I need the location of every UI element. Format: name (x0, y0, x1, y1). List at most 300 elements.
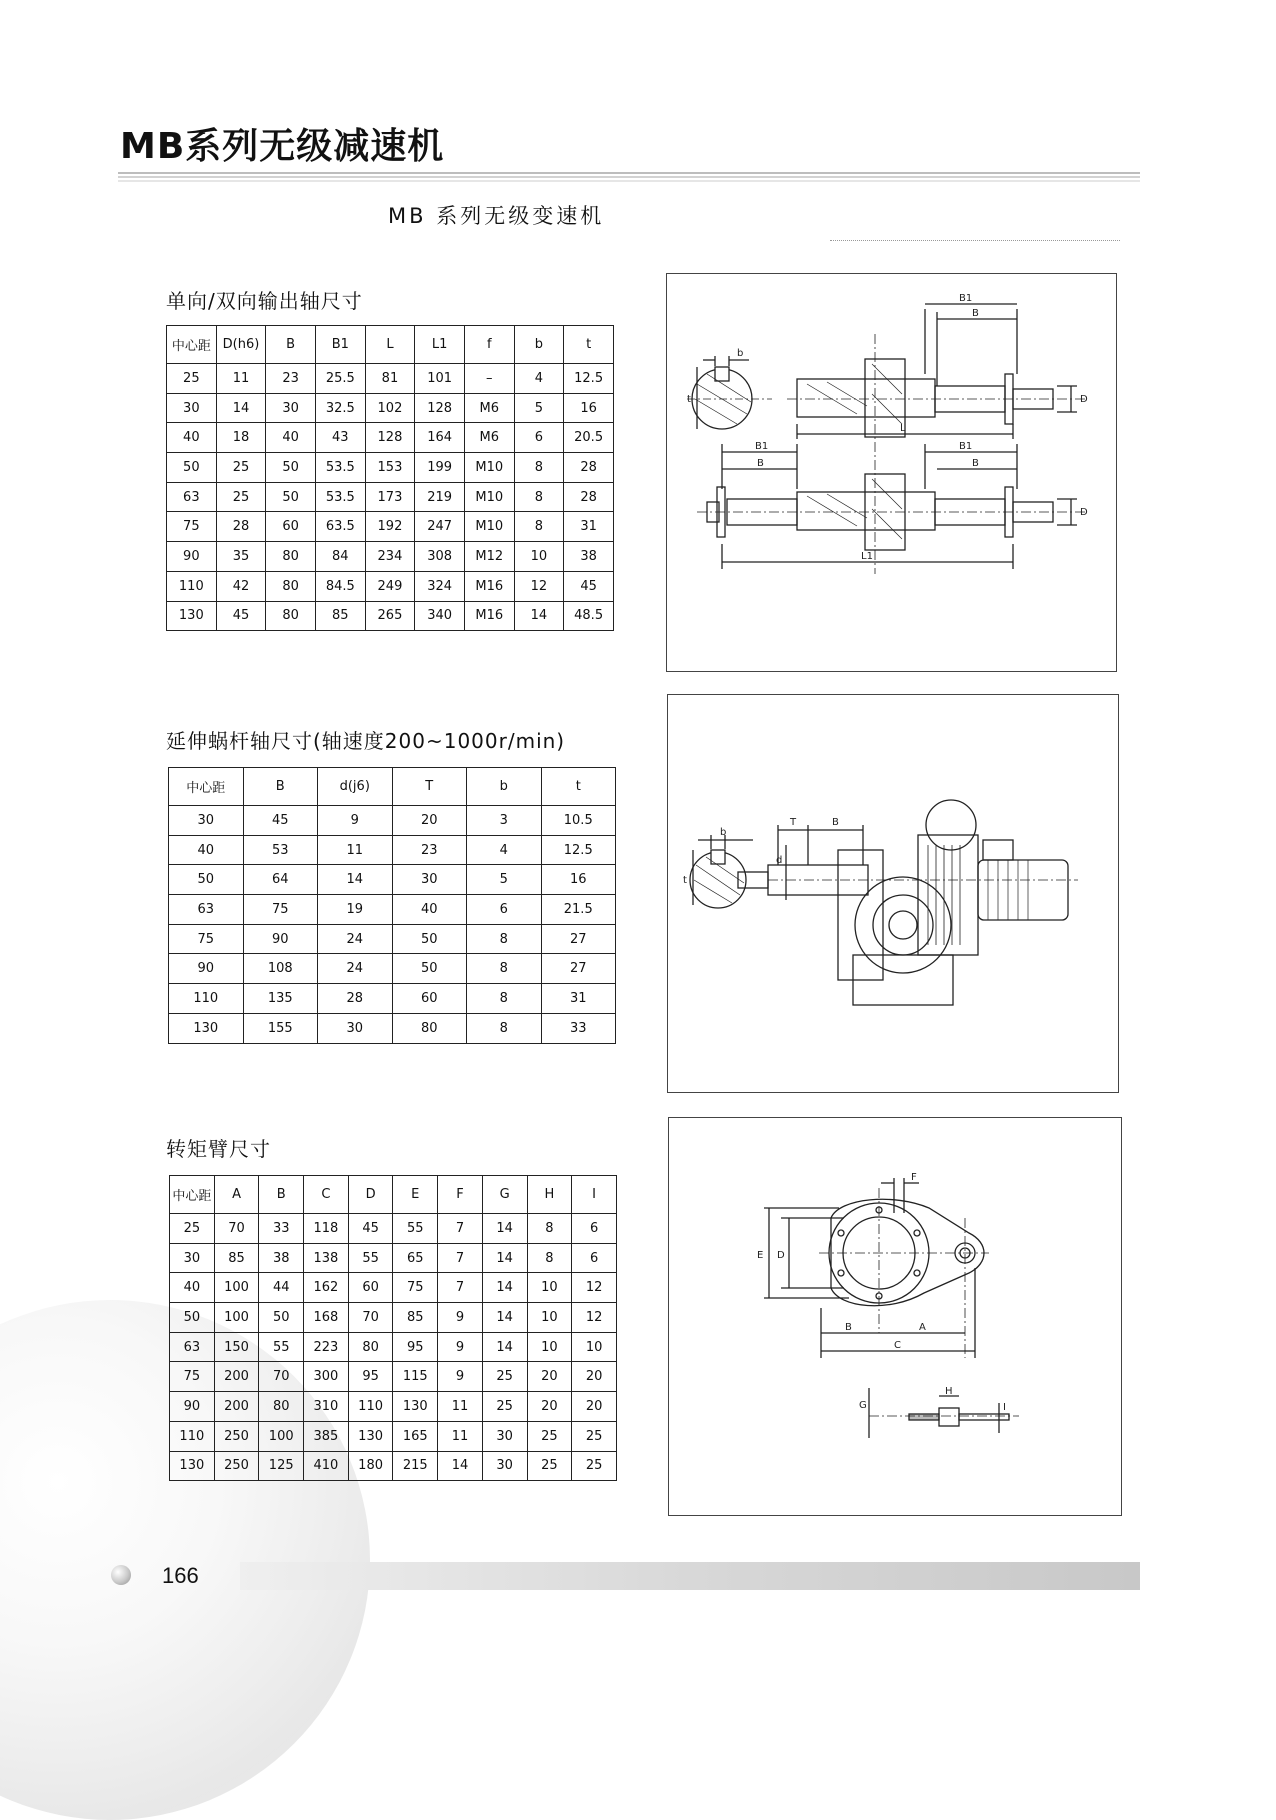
table-cell: 200 (214, 1362, 259, 1392)
label-h: H (945, 1386, 953, 1397)
table-cell: 215 (393, 1451, 438, 1481)
table-cell: 162 (304, 1273, 349, 1303)
table-cell: 70 (348, 1303, 393, 1333)
table-cell: 138 (304, 1243, 349, 1273)
table-cell: M10 (464, 512, 514, 542)
table-cell: 14 (482, 1332, 527, 1362)
label-b: B (845, 1322, 852, 1333)
table-cell: 70 (214, 1214, 259, 1244)
table-cell: 50 (392, 924, 467, 954)
table-cell: 11 (438, 1421, 483, 1451)
table-cell: 25 (572, 1451, 617, 1481)
table-cell: 300 (304, 1362, 349, 1392)
gear-hub-upper (865, 359, 905, 437)
dotted-divider (830, 240, 1120, 241)
column-header: G (482, 1176, 527, 1214)
table-cell: 28 (216, 512, 266, 542)
table-cell: 38 (259, 1243, 304, 1273)
table-cell: 165 (393, 1421, 438, 1451)
table-cell: 80 (266, 542, 316, 572)
table-cell: 20 (572, 1362, 617, 1392)
table-cell: 128 (365, 423, 415, 453)
column-header: B (243, 768, 318, 806)
table-cell: M10 (464, 453, 514, 483)
table-cell: 5 (467, 865, 542, 895)
table-cell: 53 (243, 835, 318, 865)
label-b-upper: B (832, 817, 839, 828)
table-cell: 84.5 (315, 571, 365, 601)
table-cell: 30 (266, 393, 316, 423)
table-cell: 9 (438, 1362, 483, 1392)
table-cell: 14 (514, 601, 564, 631)
table-cell: M16 (464, 601, 514, 631)
output-flange (855, 877, 951, 973)
torque-arm-plate (831, 1199, 984, 1305)
table-cell: 81 (365, 364, 415, 394)
footer-bullet-icon (111, 1565, 131, 1585)
table-cell: 130 (393, 1392, 438, 1422)
gear-housing-lower (797, 492, 935, 530)
table-cell: 25.5 (315, 364, 365, 394)
table-cell: 20 (527, 1362, 572, 1392)
table-cell: 48.5 (564, 601, 614, 631)
table-cell: 80 (266, 571, 316, 601)
column-header: d(j6) (318, 768, 393, 806)
table-cell: 10 (514, 542, 564, 572)
table-cell: 12.5 (564, 364, 614, 394)
page-title: MB系列无级减速机 (120, 126, 445, 167)
table-cell: 25 (167, 364, 217, 394)
label-e: E (757, 1250, 764, 1261)
table-cell: 12 (572, 1273, 617, 1303)
table-cell: 250 (214, 1421, 259, 1451)
table-cell: M12 (464, 542, 514, 572)
table-cell: 65 (393, 1243, 438, 1273)
table-cell: 249 (365, 571, 415, 601)
label-a: A (919, 1322, 926, 1333)
table-cell: 45 (348, 1214, 393, 1244)
table-row (169, 895, 616, 925)
table-cell: 7 (438, 1214, 483, 1244)
table-cell: 85 (214, 1243, 259, 1273)
table-cell: 30 (482, 1421, 527, 1451)
table-cell: 8 (467, 954, 542, 984)
table-row (167, 393, 614, 423)
label-i: I (1003, 1402, 1006, 1413)
table-cell: 308 (415, 542, 465, 572)
table-cell: 6 (514, 423, 564, 453)
table-cell: 50 (266, 482, 316, 512)
label-d: D (1080, 394, 1088, 405)
table-cell: 63.5 (315, 512, 365, 542)
table-cell: 75 (169, 924, 244, 954)
table-cell: 4 (514, 364, 564, 394)
label-b1-left: B1 (755, 441, 769, 452)
table-cell: 11 (216, 364, 266, 394)
table-cell: 24 (318, 924, 393, 954)
label-c: C (894, 1340, 901, 1351)
table-cell: 6 (572, 1214, 617, 1244)
table-cell: 150 (214, 1332, 259, 1362)
variator-body (918, 835, 978, 955)
table-row (170, 1243, 617, 1273)
page-number: 166 (162, 1563, 199, 1588)
table-cell: 25 (170, 1214, 215, 1244)
table-row (170, 1303, 617, 1333)
table-header-row (167, 326, 614, 364)
column-header: L1 (415, 326, 465, 364)
table-cell: 247 (415, 512, 465, 542)
table-cell: 30 (318, 1013, 393, 1043)
table-row (170, 1421, 617, 1451)
table-row (167, 482, 614, 512)
gear-housing-upper (797, 379, 935, 417)
worm-shaft-extension (738, 872, 768, 888)
column-header: H (527, 1176, 572, 1214)
table-cell: 234 (365, 542, 415, 572)
label-d: d (776, 855, 783, 866)
table-cell: 27 (541, 924, 616, 954)
table-cell: 12 (572, 1303, 617, 1333)
torque-arm-diagram (668, 1117, 1122, 1516)
table-row (170, 1273, 617, 1303)
variator-head (926, 800, 976, 850)
table-cell: 90 (169, 954, 244, 984)
table-cell: 3 (467, 806, 542, 836)
table-row (167, 512, 614, 542)
column-header: t (564, 326, 614, 364)
table-cell: 16 (564, 393, 614, 423)
table-cell: 75 (167, 512, 217, 542)
table-cell: 95 (348, 1362, 393, 1392)
table-cell: 50 (259, 1303, 304, 1333)
table-cell: 310 (304, 1392, 349, 1422)
table-cell: 55 (259, 1332, 304, 1362)
table-cell: 385 (304, 1421, 349, 1451)
table-cell: 8 (527, 1214, 572, 1244)
label-g: G (859, 1400, 867, 1411)
table-cell: 130 (169, 1013, 244, 1043)
table-cell: 75 (393, 1273, 438, 1303)
table-cell: 80 (266, 601, 316, 631)
table-cell: 219 (415, 482, 465, 512)
table-cell: 6 (572, 1243, 617, 1273)
table-row (169, 1013, 616, 1043)
table-cell: 45 (564, 571, 614, 601)
table-cell: 50 (170, 1303, 215, 1333)
table-cell: 9 (318, 806, 393, 836)
table-cell: 14 (482, 1273, 527, 1303)
table-cell: 50 (169, 865, 244, 895)
label-l1: L1 (861, 551, 873, 562)
table-cell: 40 (170, 1273, 215, 1303)
table-cell: 11 (438, 1392, 483, 1422)
table-cell: 38 (564, 542, 614, 572)
table-cell: 45 (243, 806, 318, 836)
table-cell: 20.5 (564, 423, 614, 453)
table-cell: 8 (514, 512, 564, 542)
table-row (167, 364, 614, 394)
table-cell: 55 (348, 1243, 393, 1273)
table-cell: 8 (527, 1243, 572, 1273)
table-cell: 7 (438, 1243, 483, 1273)
table-cell: 6 (467, 895, 542, 925)
table-cell: M10 (464, 482, 514, 512)
column-header: C (304, 1176, 349, 1214)
table-cell: 25 (527, 1421, 572, 1451)
label-t: t (687, 394, 691, 405)
section-title-torque-arm: 转矩臂尺寸 (166, 1137, 271, 1161)
table-cell: 4 (467, 835, 542, 865)
footer-bar (240, 1562, 1140, 1590)
table-cell: 173 (365, 482, 415, 512)
table-cell: 20 (527, 1392, 572, 1422)
table-cell: 75 (243, 895, 318, 925)
table-cell: 28 (564, 482, 614, 512)
table-cell: 8 (467, 924, 542, 954)
table-cell: 168 (304, 1303, 349, 1333)
table-row (170, 1451, 617, 1481)
table-cell: 30 (167, 393, 217, 423)
table-cell: 324 (415, 571, 465, 601)
column-header: 中心距 (167, 326, 217, 364)
table-cell: 8 (514, 482, 564, 512)
section-title-worm-shaft: 延伸蜗杆轴尺寸(轴速度200~1000r/min) (166, 729, 566, 753)
column-header: f (464, 326, 514, 364)
table-cell: 30 (392, 865, 467, 895)
table-cell: 12 (514, 571, 564, 601)
table-cell: 32.5 (315, 393, 365, 423)
table-cell: 42 (216, 571, 266, 601)
table-cell: 102 (365, 393, 415, 423)
table-cell: 60 (266, 512, 316, 542)
table-cell: 40 (167, 423, 217, 453)
page-subtitle: MB 系列无级变速机 (388, 204, 605, 228)
table-cell: 25 (482, 1362, 527, 1392)
table-cell: 192 (365, 512, 415, 542)
table-cell: 85 (315, 601, 365, 631)
table-cell: 199 (415, 453, 465, 483)
table-cell: 155 (243, 1013, 318, 1043)
table-cell: 9 (438, 1303, 483, 1333)
column-header: L (365, 326, 415, 364)
table-cell: 28 (564, 453, 614, 483)
table-cell: 60 (348, 1273, 393, 1303)
table-row (169, 835, 616, 865)
section-title-output-shaft: 单向/双向输出轴尺寸 (166, 289, 363, 313)
output-shaft-drawing (667, 274, 1116, 671)
table-cell: 63 (167, 482, 217, 512)
table-cell: 23 (392, 835, 467, 865)
table-cell: 10.5 (541, 806, 616, 836)
table-cell: 33 (541, 1013, 616, 1043)
table-cell: 8 (467, 1013, 542, 1043)
table-cell: 164 (415, 423, 465, 453)
column-header: T (392, 768, 467, 806)
table-cell: 128 (415, 393, 465, 423)
table-cell: 40 (392, 895, 467, 925)
table-cell: 14 (482, 1303, 527, 1333)
table-cell: – (464, 364, 514, 394)
table-cell: 100 (259, 1421, 304, 1451)
table-cell: 63 (170, 1332, 215, 1362)
torque-arm-table (169, 1175, 617, 1481)
table-cell: 31 (541, 984, 616, 1014)
table-cell: 33 (259, 1214, 304, 1244)
label-b-left: B (757, 458, 764, 469)
column-header: 中心距 (169, 768, 244, 806)
table-cell: 20 (572, 1392, 617, 1422)
table-cell: 30 (170, 1243, 215, 1273)
table-cell: 100 (214, 1303, 259, 1333)
column-header: D (348, 1176, 393, 1214)
table-cell: 12.5 (541, 835, 616, 865)
table-cell: 7 (438, 1273, 483, 1303)
column-header: b (467, 768, 542, 806)
table-cell: 10 (572, 1332, 617, 1362)
table-cell: 40 (266, 423, 316, 453)
table-cell: 108 (243, 954, 318, 984)
table-row (169, 954, 616, 984)
label-b1: B1 (959, 293, 973, 304)
table-row (167, 571, 614, 601)
table-cell: 44 (259, 1273, 304, 1303)
table-cell: 90 (243, 924, 318, 954)
table-row (170, 1392, 617, 1422)
table-cell: 30 (482, 1451, 527, 1481)
label-b-right: B (972, 458, 979, 469)
label-f: F (911, 1172, 917, 1183)
label-b-upper: B (972, 308, 979, 319)
table-cell: 21.5 (541, 895, 616, 925)
gearbox-body (838, 850, 883, 980)
label-b1-right: B1 (959, 441, 973, 452)
table-cell: 16 (541, 865, 616, 895)
table-cell: 110 (167, 571, 217, 601)
table-cell: 20 (392, 806, 467, 836)
worm-shaft-drawing (668, 695, 1118, 1092)
table-cell: 90 (170, 1392, 215, 1422)
table-cell: 50 (392, 954, 467, 984)
label-b: b (720, 827, 727, 838)
table-cell: 130 (348, 1421, 393, 1451)
table-cell: 115 (393, 1362, 438, 1392)
table-cell: 60 (392, 984, 467, 1014)
table-cell: 11 (318, 835, 393, 865)
table-cell: 25 (482, 1392, 527, 1422)
column-header: B (259, 1176, 304, 1214)
table-cell: 45 (216, 601, 266, 631)
table-cell: 223 (304, 1332, 349, 1362)
table-cell: 25 (572, 1421, 617, 1451)
table-cell: 55 (393, 1214, 438, 1244)
table-cell: 75 (170, 1362, 215, 1392)
table-cell: 27 (541, 954, 616, 984)
keyway (715, 367, 729, 381)
table-cell: 40 (169, 835, 244, 865)
table-cell: 80 (348, 1332, 393, 1362)
table-header-row (169, 768, 616, 806)
table-row (169, 865, 616, 895)
column-header: B (266, 326, 316, 364)
table-cell: 85 (393, 1303, 438, 1333)
table-header-row (170, 1176, 617, 1214)
table-cell: 153 (365, 453, 415, 483)
table-row (169, 924, 616, 954)
column-header: I (572, 1176, 617, 1214)
table-cell: 410 (304, 1451, 349, 1481)
table-cell: 100 (214, 1273, 259, 1303)
output-shaft-table (166, 325, 614, 631)
table-cell: 110 (348, 1392, 393, 1422)
table-cell: 101 (415, 364, 465, 394)
column-header: E (393, 1176, 438, 1214)
table-cell: 110 (170, 1421, 215, 1451)
table-cell: 25 (216, 453, 266, 483)
column-header: 中心距 (170, 1176, 215, 1214)
table-cell: 18 (216, 423, 266, 453)
label-t: t (683, 875, 687, 886)
table-cell: 64 (243, 865, 318, 895)
table-cell: M6 (464, 393, 514, 423)
table-row (169, 984, 616, 1014)
column-header: t (541, 768, 616, 806)
table-cell: 14 (482, 1214, 527, 1244)
table-cell: 110 (169, 984, 244, 1014)
table-cell: 8 (467, 984, 542, 1014)
worm-shaft-table (168, 767, 616, 1044)
table-row (167, 542, 614, 572)
table-cell: 135 (243, 984, 318, 1014)
table-cell: 250 (214, 1451, 259, 1481)
column-header: A (214, 1176, 259, 1214)
table-cell: 10 (527, 1332, 572, 1362)
table-row (170, 1332, 617, 1362)
label-l: L (900, 423, 906, 434)
table-cell: 130 (167, 601, 217, 631)
column-header: b (514, 326, 564, 364)
table-cell: 31 (564, 512, 614, 542)
label-d: D (777, 1250, 785, 1261)
table-cell: 130 (170, 1451, 215, 1481)
table-cell: 50 (266, 453, 316, 483)
table-cell: 19 (318, 895, 393, 925)
column-header: B1 (315, 326, 365, 364)
table-cell: 80 (392, 1013, 467, 1043)
table-cell: 53.5 (315, 482, 365, 512)
table-cell: 53.5 (315, 453, 365, 483)
label-d-lower: D (1080, 507, 1088, 518)
column-header: F (438, 1176, 483, 1214)
table-cell: 50 (167, 453, 217, 483)
table-cell: 43 (315, 423, 365, 453)
table-cell: 10 (527, 1273, 572, 1303)
table-cell: 125 (259, 1451, 304, 1481)
table-cell: M16 (464, 571, 514, 601)
table-cell: 14 (482, 1243, 527, 1273)
table-cell: 118 (304, 1214, 349, 1244)
table-cell: 90 (167, 542, 217, 572)
table-cell: 8 (514, 453, 564, 483)
label-b: b (737, 348, 744, 359)
table-cell: 14 (216, 393, 266, 423)
torque-arm-drawing (669, 1118, 1121, 1515)
column-header: D(h6) (216, 326, 266, 364)
table-cell: 80 (259, 1392, 304, 1422)
table-row (170, 1362, 617, 1392)
table-cell: 9 (438, 1332, 483, 1362)
table-cell: M6 (464, 423, 514, 453)
